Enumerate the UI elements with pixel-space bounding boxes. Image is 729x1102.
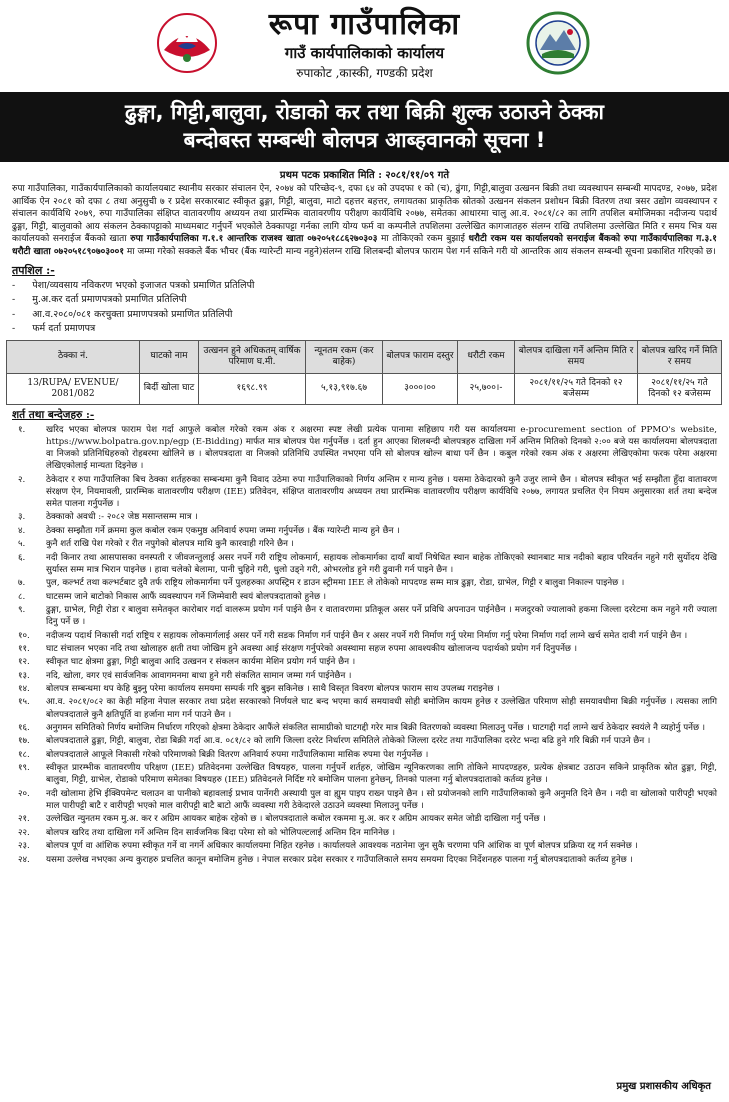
table-cell: बिर्दी खोला घाट xyxy=(140,373,199,404)
term-text: नदीजन्य पदार्थ निकासी गर्दा राष्ट्रिय र सहायक लोकमार्गलाई असर पर्ने गरी सडक निर्माण गर्न पाईने छैन र असर नपर्ने गरी निर्माण गर्नु परेमा निर्माण गर्नु परेमा निर्माण गर्दा लाग्ने खर्च समेत दावी गर्न पाईने छैन । xyxy=(46,630,688,641)
term-number: २०. xyxy=(18,788,30,799)
terms-list xyxy=(12,424,717,866)
list-item xyxy=(12,749,717,761)
intro-text-1: रुपा गाउँपालिका, गाउँकार्यपालिकाको कार्यालयबाट स्थानीय सरकार संचालन ऐन, २०७४ को परिच्छेद-९, दफा ६४ को उपदफा १ को (च), ढुंगा, गिट्टी,बालुवा उत्खनन बिक्री तथा व्यवस्थापन सम्बन्धी मापदण्ड, २०७७, प्रदेश आर्थिक ऐन २०८१ को दफा ८ तथा अनुसुची ७ र प्रदेश सरकारबाट स्वीकृत ढुङ्गा, गिट्टी, बालुवा, माटो दहत्तर बहत्तर, लगायतका प्राकृतिक स्रोतको उत्खनन संकलन प्रशोधन बिक्री वितरण तथा त्रसर उद्योग व्यवस्थापन र संचालन कार्यविधि २०७९, रुपा गाउँपालिका संक्षिप्त वातावरणीय अध्ययन तथा प्रारम्भिक वातावरणीय परीक्षण कार्यविधि २०७७, समेतका आधारमा चालु आ.व. २०८१/८२ का लागि तपशिल बमोजिमका नदीजन्य पदार्थ ढुङ्गा, गिट्टी, बालुवाको आय संकलन ठेक्कापट्टाको माध्यमबाट गर्नुपर्ने भएकोले ठेक्कापट्टा गर्नका लागि योग्य फर्म वा कम्पनीले तपशिलमा उल्लेखित कागजातहरु संलग्न राखि तपशिलमा उल्लेखित मिति र समय भित्र यस कार्यालयको सनराईज बैंकको खाता xyxy=(12,184,717,245)
term-text: बोलपत्र खरिद तथा दाखिला गर्ने अन्तिम दिन सार्वजनिक बिदा परेमा सो को भोलिपल्टलाई अन्तिम दिन मानिनेछ । xyxy=(46,827,396,838)
municipality-title: रूपा गाउँपालिका xyxy=(268,7,461,42)
list-item xyxy=(12,788,717,812)
list-item xyxy=(12,827,717,839)
table-cell: २०८१/११/२५ गते दिनको १२ बजेसम्म xyxy=(638,373,722,404)
banner-line-2: बन्दोबस्त सम्बन्धी बोलपत्र आब्हवानको सूचना ! xyxy=(183,128,546,152)
term-number: १५. xyxy=(18,697,30,708)
list-item xyxy=(12,683,717,695)
term-number: ८. xyxy=(18,591,26,602)
municipality-seal-icon xyxy=(526,10,590,76)
term-number: १६. xyxy=(18,723,30,734)
column-header: न्यूनतम रकम (कर बाहेक) xyxy=(306,340,383,373)
term-text: स्वीकृत प्रारम्भीक वातावरणीय परिक्षण (IEE) प्रतिवेदनमा उल्लेखित विषयहरु, पालना गर्नुपर्ने शर्तहरु, जोखिम न्यूनिकरणका लागि तोकिने मापदण्डहरु, प्रत्येक क्षेत्रबाट उठाउन सकिने प्राकृतिक स्रोत ढुङ्गा, गिट्टी, बालुवा, गिट्टी, ग्राभेल, रोडाको परिमाण समेतका विषयहरु (IEE) प्रतिवेदनले निर्दिष्ट गरे बमोजिम पालना हुनेछन्, तिनको पालना गर्नु बोलपत्रदाताको कर्तव्य हुनेछ । xyxy=(46,763,717,786)
term-text: नदि, खोला, वगर एवं सार्वजनिक आवागमनमा बाधा हुने गरी संकलित सामान जम्मा गर्न पाईनेछैन । xyxy=(46,670,352,681)
column-header: घाटको नाम xyxy=(140,340,199,373)
term-text: ठेकेदार र रुपा गाउँपालिका बिच ठेक्का शर्तहरुका सम्बन्धमा कुनै विवाद उठेमा रुपा गाउँपालिकाको निर्णय अन्तिम र मान्य हुनेछ । यसमा ठेकेदारको कुनै उजुर लाग्ने छैन । बोलपत्र स्वीकृत भई सम्झौता हुँदा वातावरण संरक्षण ऐन, नियमावली, प्रारम्भिक वातावरणीय परीक्षण (IEE) प्रतिवेदन, संक्षिप्त वातावरणीय अध्ययन तथा प्रारम्भिक वातावरणीय परीक्षण कार्यविधि २०७७, लगायत प्रचलित ऐन नियम अनुसारका शर्त तथा बन्देज समेत पालना गर्नुपर्नेछ । xyxy=(46,474,717,509)
table-cell: 13/RUPA/ EVENUE/ 2081/082 xyxy=(7,373,140,404)
term-text: घाटसम्म जाने बाटोको निकास आफैं व्यवस्थापन गर्ने जिम्मेवारी स्वयं बोलपत्रदाताको हुनेछ । xyxy=(46,591,327,602)
term-text: नदी किनार तथा आसपासका वनस्पती र जीवजन्तुलाई असर नपर्ने गरी राष्ट्रिय लोकमार्ग, सहायक लोकमार्गका दायाँ बायाँ निषेधित स्थान बाहेक तोकिएको स्थानबाट मात्र नदीको बहाव परिवर्तन नहुने गरी सुर्योदय देखि सुर्यास्त सम्म मात्र भिरान पाइनेछ । हावा चलेको बेलामा, पानी चुहिने गरी, धुलो उड्ने गरी, ओभरलोड हुने गरी ढुवानी गर्न पाइने छैन । xyxy=(46,552,717,575)
term-text: ढुङ्गा, ग्राभेल, गिट्टी रोडा र बालुवा समेतकृत कारोबार गर्दा वालरूम प्रयोग गर्न पाईने छैन र वातावरणमा प्रतिकूल असर पर्ने प्रविधि अपनाउन पाईनेछैन । मजदुरको ज्यालाको हकमा जिल्ला दररेटमा कम नहुने गरी ज्याला दिनु पर्ने छ । xyxy=(46,604,717,628)
term-text: बोलपत्रदाताले ढुङ्गा, गिट्टी, बालुवा, रोडा बिक्री गर्दा आ.व. ०८१/८२ को लागि जिल्ला दररेट निर्धारण समितिले तोकेको जिल्ला दररेट तथा गाउँपालिका दररेट भन्दा बढि हुने गरि बिक्री गर्न पाउने छैन । xyxy=(46,736,651,747)
column-header: बोलपत्र फाराम दस्तुर xyxy=(383,340,458,373)
list-item xyxy=(12,813,717,825)
intro-text-3: मा जम्मा गरेको सक्कले बैंक भौचर (बैंक ग्यारेन्टी मान्य नहुने)संलग्न राखि शिलबन्दी बोलपत्र फाराम पेश गर्न सकिने गरी यो आन्तरिक आय संकलन सम्बन्धी सूचना प्रकाशित गरिएको छ। xyxy=(124,246,716,257)
nepal-emblem-icon xyxy=(156,12,218,74)
term-number: १८. xyxy=(18,749,30,760)
office-location: रुपाकोट ,कास्की, गण्डकी प्रदेश xyxy=(296,66,433,80)
notice-banner xyxy=(0,92,729,162)
term-number: २. xyxy=(18,474,26,485)
documents-list xyxy=(12,279,717,337)
term-text: नदी खोलामा हेभि ईक्विपमेन्ट चलाउन वा पानीको बहावलाई प्रभाव पार्नेगरी अस्थायी पुल वा ह्युम पाइप राख्न पाइने छैन । सो प्रयोजनको लागि गाउँपालिकाको कुनै अनुमति दिने छैन । नदी वा खोलाको पारीपट्टी भएको माल पारीपट्टी बाटै र वारीपट्टी भएको माल वारीपट्टी बाटै बाटो आफैं व्यवस्था गरी ठेकेदारले उठाउने व्यवस्था मिलाउनु पर्नेछ । xyxy=(46,788,717,812)
term-number: ६. xyxy=(18,552,26,563)
list-item xyxy=(12,854,717,866)
list-item xyxy=(12,656,717,668)
term-number: ९. xyxy=(18,604,26,615)
term-text: घाट संचालन भएका नदि तथा खोलाहरु क्षती तथा जोखिम हुने अवस्था आई संरक्षण गर्नुपरेको अवस्थामा सहज रुपमा आवश्यकीय खोलाजन्य पदार्थको प्रयोग गर्न दिनुपर्नेछ । xyxy=(46,643,578,654)
list-item xyxy=(12,643,717,655)
list-item xyxy=(12,591,717,603)
term-number: ५. xyxy=(18,539,26,550)
term-text: कुनै शर्त राखि पेश गरेको र रीत नपुगेको बोलपत्र माथि कुनै कारवाही गरिने छैन । xyxy=(46,539,294,550)
column-header: बोलपत्र खरिद गर्ने मिति र समय xyxy=(638,340,722,373)
term-number: ३. xyxy=(18,512,26,523)
list-item: - आ.व.२०८०/०८१ करचुक्ता प्रमाणपत्रको प्रमाणित प्रतिलिपी xyxy=(12,308,717,323)
term-text: ठेक्काको अवधी :- २०८२ जेष्ठ मसान्तसम्म मात्र । xyxy=(46,512,198,523)
term-number: १४. xyxy=(18,684,30,695)
term-number: १. xyxy=(18,424,26,435)
list-item xyxy=(12,670,717,682)
banner-line-1: ढुङ्गा, गिट्टी,बालुवा, रोडाको कर तथा बिक्री शुल्क उठाउने ठेक्का xyxy=(125,100,604,124)
term-text: उल्लेखित न्युनतम रकम मु.अ. कर र अग्रिम आयकर बाहेक रहेको छ । बोलपत्रदाताले कबोल रकममा मु.अ. कर र अग्रिम आयकर समेत जोडी दाखिला गर्नु पर्नेछ । xyxy=(46,814,546,825)
column-header: उत्खनन हुने अधिकतम् वार्षिक परिमाण घ.मी. xyxy=(199,340,306,373)
term-text: बोलपत्रदाताले आफूले निकासी गरेको परिमाणको बिक्री वितरण अनिवार्य रुपमा गाउँपालिकामा मासिक रुपमा पेश गर्नुपर्नेछ । xyxy=(46,749,429,760)
list-item xyxy=(12,630,717,642)
term-number: २३. xyxy=(18,841,30,852)
list-item xyxy=(12,525,717,537)
contract-table xyxy=(6,340,722,405)
list-item: - मु.अ.कर दर्ता प्रमाणपत्रको प्रमाणित प्रतिलिपी xyxy=(12,293,717,308)
list-item xyxy=(12,696,717,720)
term-text: पुल, कल्भर्ट तथा कल्भर्टबाट दुवै तर्फ राष्ट्रिय लोकमार्गमा पर्ने पुलहरुका अपस्ट्रिम र डाउन स्ट्रीममा IEE ले तोकेको मापदण्ड सम्म मात्र ढुङ्गा, रोडा, ग्राभेल, गिट्टी र बालुवा निकाल्न पाइनेछ । xyxy=(46,578,625,589)
term-number: ४. xyxy=(18,525,26,536)
term-number: १३. xyxy=(18,670,30,681)
term-text: स्वीकृत घाट क्षेत्रमा ढुङ्गा, गिट्टी बालुवा आदि उत्खनन र संकलन कार्यमा मेशिन प्रयोग गर्न पाईने छैन । xyxy=(46,657,356,668)
term-number: २२. xyxy=(18,827,30,838)
term-number: १७. xyxy=(18,736,30,747)
table-cell: ३०००।०० xyxy=(383,373,458,404)
list-item: - फर्म दर्ता प्रमाणपत्र xyxy=(12,322,717,337)
deposit-account: धरौटी रकम यस कार्यालयको सनराईज बैंकको रुपा गाउँकार्यपालिका ग.३.१ धरौटी खाता ०७२०५१८९०७०३००१ xyxy=(12,234,717,257)
table-row xyxy=(7,373,722,404)
table-cell: ५,१३,९१७.६७ xyxy=(306,373,383,404)
term-text: बोलपत्र पूर्ण वा आंशिक रुपमा स्वीकृत गर्ने वा नगर्ने अधिकार कार्यालयमा निहित रहनेछ । कार्यालयले आवश्यक नठानेमा जुन सुकै चरणमा पनि आंशिक वा पूर्ण बोलपत्र प्रक्रिया रद्द गर्न सक्नेछ । xyxy=(46,841,638,852)
column-header: बोलपत्र दाखिला गर्ने अन्तिम मिति र समय xyxy=(515,340,638,373)
revenue-account: रुपा गाउँकार्यपालिका ग.१.१ आन्तरिक राजश्व खाता ०७२०५१८८६२७०३०३ xyxy=(130,234,378,245)
column-header: धरौटी रकम xyxy=(458,340,515,373)
list-item xyxy=(12,604,717,628)
term-number: १९. xyxy=(18,763,30,774)
intro-paragraph xyxy=(12,183,717,259)
list-item xyxy=(12,722,717,734)
term-text: यसमा उल्लेख नभएका अन्य कुराहरु प्रचलित कानून बमोजिम हुनेछ । नेपाल सरकार प्रदेश सरकार र गाउँपालिकाले समय समयमा दिएका निर्देशनहरु पालना गर्नु बोलपत्रदाताको कर्तव्य हुनेछ । xyxy=(46,854,633,865)
signature: प्रमुख प्रशासकीय अधिकृत xyxy=(616,1081,711,1092)
table-cell: १६९८.९९ xyxy=(199,373,306,404)
term-text: अनुगमन समितिको निर्णय बमोजिम निर्धारण गरिएको क्षेत्रमा ठेकेदार आफैंले संकलित सामाग्रीको घाटगद्दी गरेर मात्र बिक्री वितरणको व्यवस्था मिलाउनु पर्नेछ । घाटगद्दी गर्दा लाग्ने खर्च ठेकेदार स्वयंले नै व्यहोर्नु पर्नेछ । xyxy=(46,723,706,734)
table-cell: २०८१/११/२५ गते दिनको १२ बजेसम्म xyxy=(515,373,638,404)
office-subtitle: गाउँ कार्यपालिकाको कार्यालय xyxy=(284,44,445,62)
publish-date: प्रथम पटक प्रकाशित मिति : २०८१/११/०९ गते xyxy=(279,170,450,181)
list-item xyxy=(12,511,717,523)
term-text: ठेक्का सम्झौता गर्ने क्रममा कुल कबोल रकम एकमुष्ठ अनिवार्य रुपमा जम्मा गर्नुपर्नेछ । बैंक ग्यारेन्टी मान्य हुने छैन । xyxy=(46,525,400,536)
term-number: ७. xyxy=(18,578,26,589)
list-item xyxy=(12,762,717,786)
list-item xyxy=(12,552,717,576)
term-text: बोलपत्र सम्बन्धमा थप केहि बुझ्नु परेमा कार्यालय समयमा सम्पर्क गरि बुझ्न सकिनेछ । साथै विस्तृत विवरण बोलपत्र फाराम साथ उपलब्ध गराइनेछ । xyxy=(46,684,500,695)
table-cell: २५,७००।- xyxy=(458,373,515,404)
list-item: - पेशा/व्यवसाय नविकरण भएको इजाजत पत्रको प्रमाणित प्रतिलिपी xyxy=(12,279,717,294)
list-item xyxy=(12,424,717,473)
term-number: २४. xyxy=(18,854,30,865)
list-item xyxy=(12,577,717,589)
term-text: आ.व. २०८१/०८२ का केही महिना नेपाल सरकार तथा प्रदेश सरकारको निर्णयले घाट बन्द भएमा कार्य समयावधी सोही बमोजिम कायम हुनेछ र उल्लेखित परिमाण सोही समयावधीमा बिक्री गर्नुपर्नेछ । त्यसका लागि बोलपत्रदाताले कुनै क्षतिपूर्ति वा हर्जाना माग गर्न पाउने छैन । xyxy=(46,697,717,720)
term-number: २१. xyxy=(18,814,30,825)
table-header-row xyxy=(7,340,722,373)
terms-heading: शर्त तथा बन्देजहरु :- xyxy=(12,408,95,421)
term-number: १०. xyxy=(18,630,30,641)
list-item xyxy=(12,474,717,511)
list-item xyxy=(12,538,717,550)
intro-text-2: मा तोकिएको रकम बुझाई xyxy=(377,234,469,245)
documents-heading: तपशिल :- xyxy=(12,263,55,277)
term-number: ११. xyxy=(18,643,30,654)
column-header: ठेक्का नं. xyxy=(7,340,140,373)
term-number: १२. xyxy=(18,657,30,668)
header xyxy=(6,0,723,92)
list-item xyxy=(12,840,717,852)
list-item xyxy=(12,735,717,747)
term-text: खरिद भएका बोलपत्र फाराम पेश गर्दा आफुले कबोल गरेको रकम अंक र अक्षरमा स्पष्ट लेखी प्रत्येक पानामा सहिछाप गरी यस कार्यालयमा e-procurement section of PPMO's website, https://www.bolpatra.gov.np/egp (E-Bidding) मार्फत मात्र बोलपत्र पेश गर्नुपर्नेछ । दर्ता हुन आएका शिलबन्दी बोलपत्रहरु दाखिला गर्ने अन्तिम मितिको दिनको २:०० बजे यस कार्यालयमा बोलपत्रदाता वा निजको प्रतिनिधिहरुको रोहबरमा खोलिने छ । बोलपत्रदाता वा निजको प्रतिनिधि उपस्थित नभएमा पनि सो बोलपत्र खोल्न बाधा पर्ने छैन । कबुल गरेको रकम अंक र अक्षरमा लेखिएकोमा फरक परेमा अक्षरमा लेखिएकोलाई मान्यता दिइनेछ । xyxy=(46,424,717,472)
